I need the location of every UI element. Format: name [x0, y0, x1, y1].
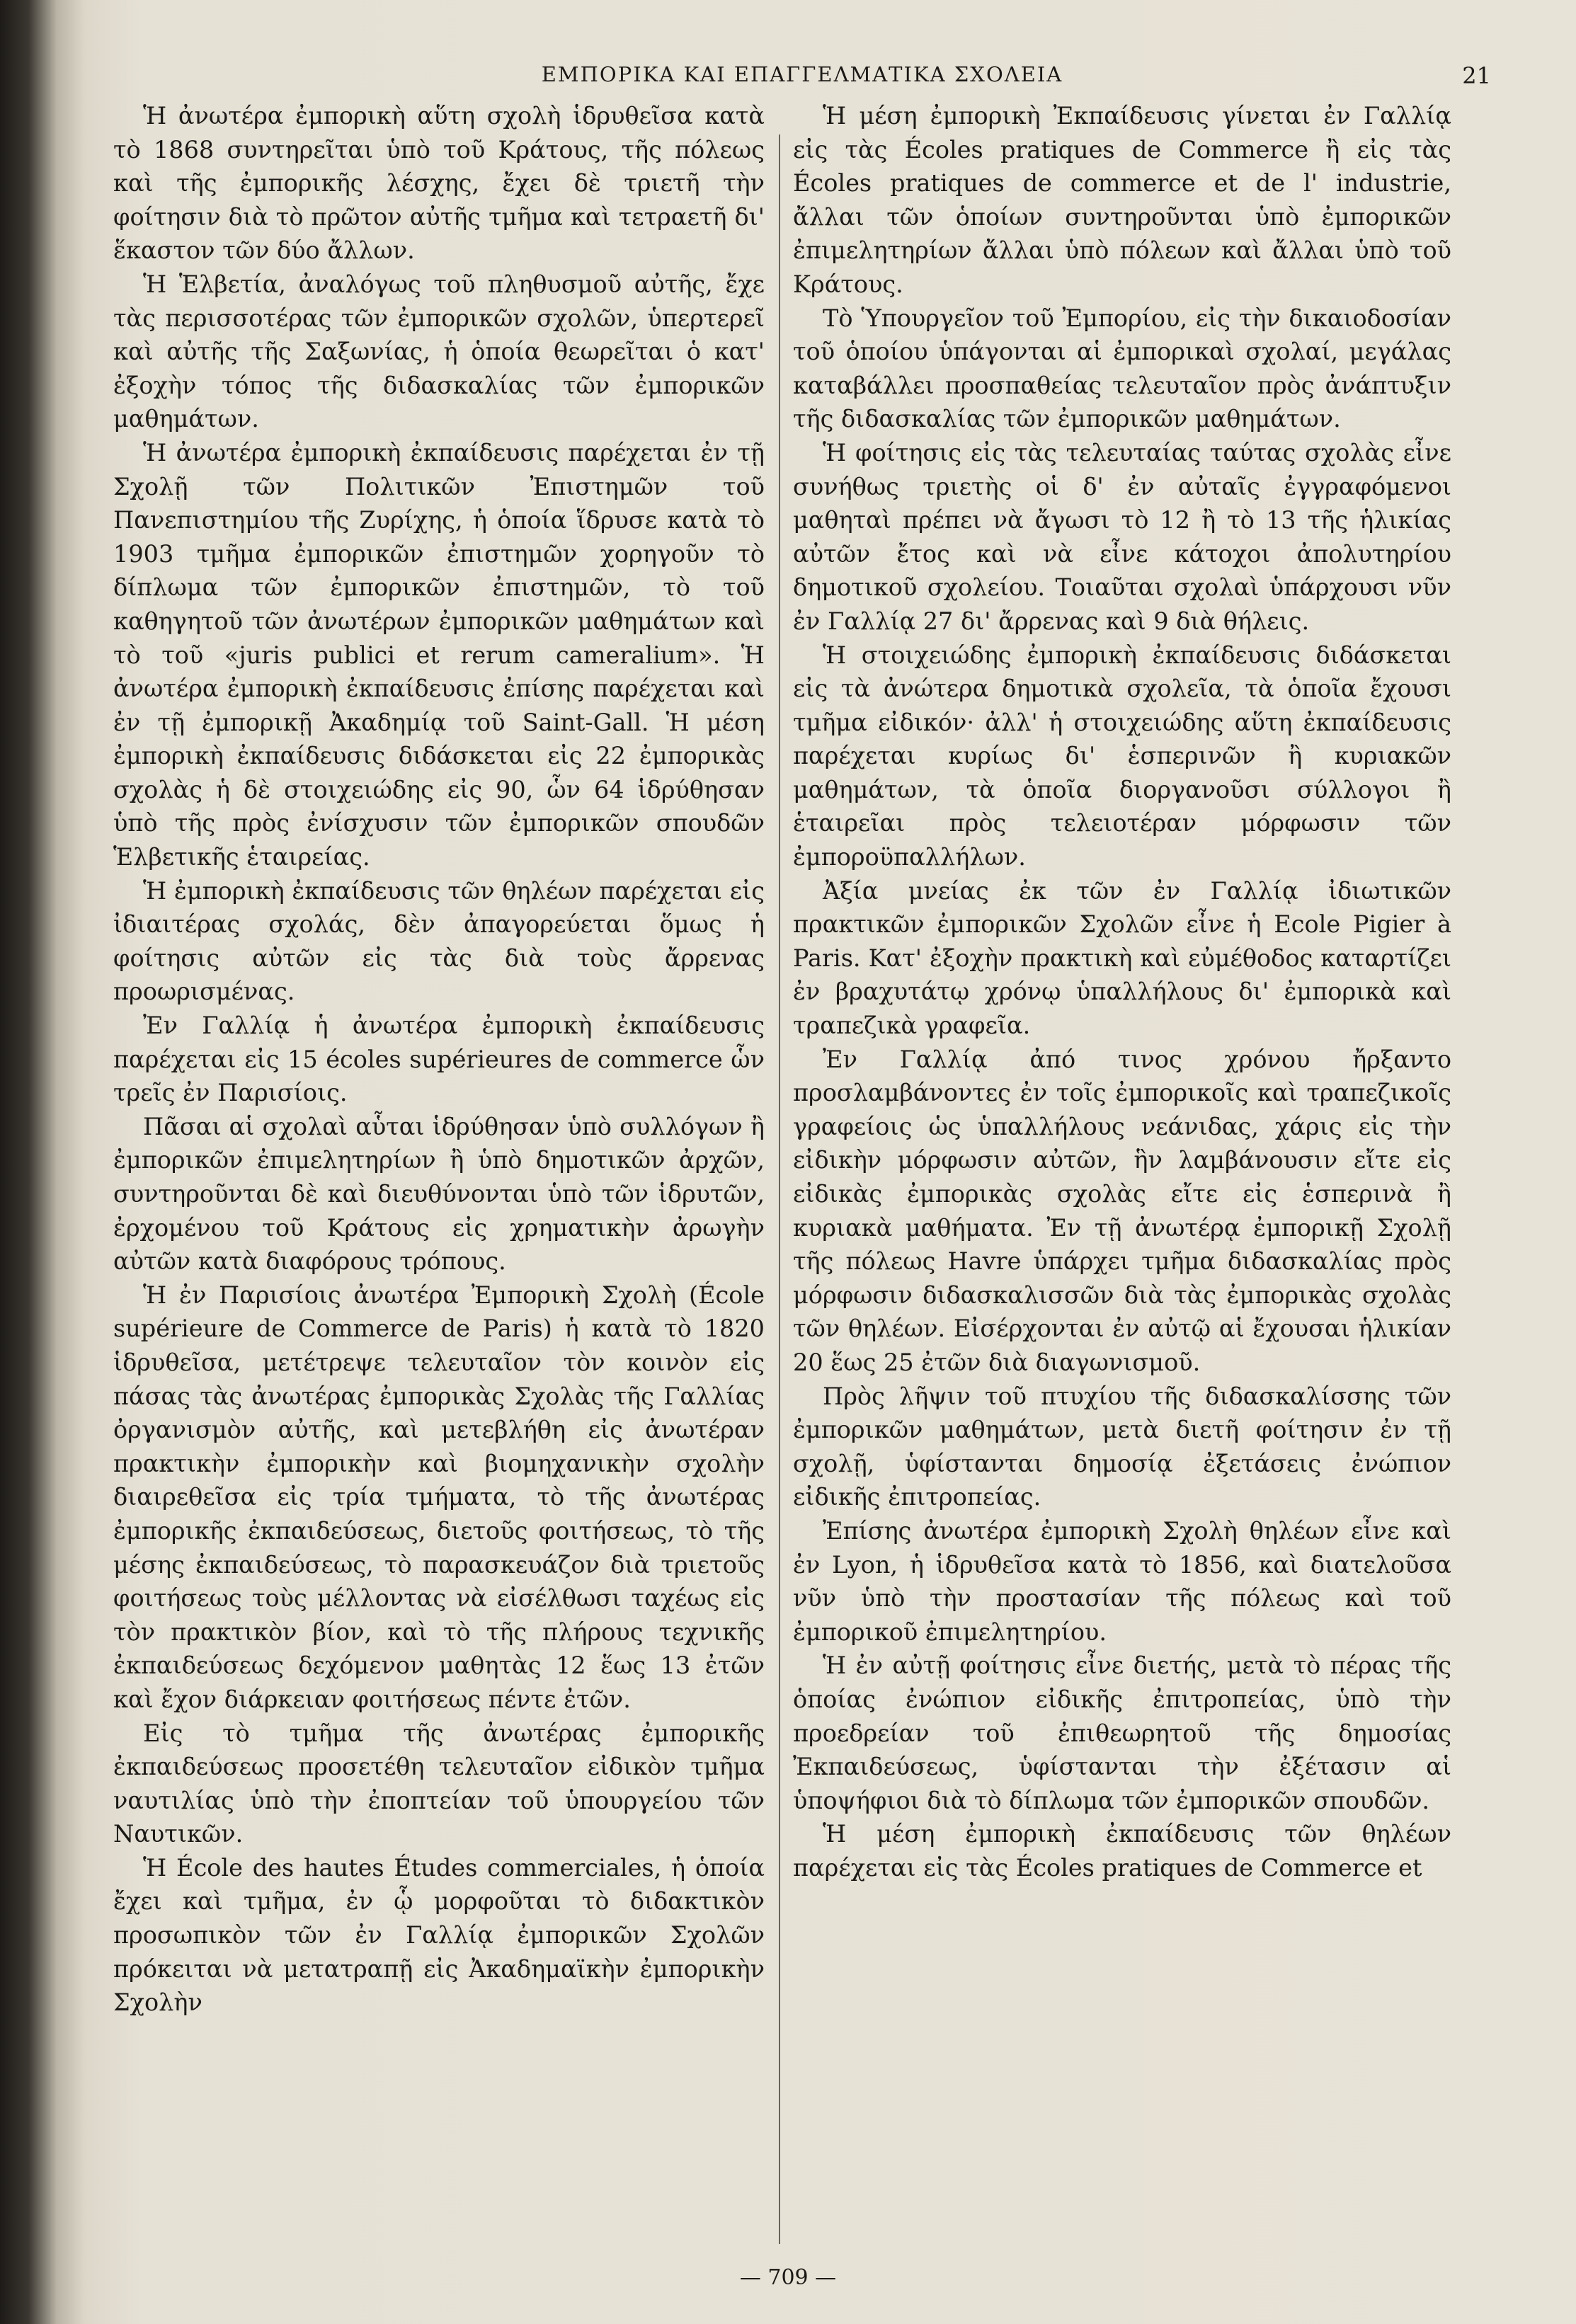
paragraph: Πρὸς λῆψιν τοῦ πτυχίου τῆς διδασκαλίσσης τῶν ἐμπορικῶν μαθημάτων, μετὰ διετῆ φοίτησιν ἐν τῇ σχολῇ, ὑφίστανται δημοσίᾳ ἐξετάσεις ἐνώπιον εἰδικῆς ἐπιτροπείας.: [793, 1382, 1451, 1511]
paragraph: Ἐν Γαλλίᾳ ἀπό τινος χρόνου ἤρξαντο προσλαμβάνοντες ἐν τοῖς ἐμπορικοῖς καὶ τραπεζικοῖς γραφείοις ὡς ὑπαλλήλους νεάνιδας, χάρις εἰς τὴν εἰδικὴν μόρφωσιν αὐτῶν, ἣν λαμβάνουσιν εἴτε εἰς εἰδικὰς ἐμπορικὰς σχολὰς εἴτε εἰς ἑσπερινὰ ἢ κυριακὰ μαθήματα. Ἐν τῇ ἀνωτέρᾳ ἐμπορικῇ Σχολῇ τῆς πόλεως Havre ὑπάρχει τμῆμα διδασκαλίας πρὸς μόρφωσιν διδασκαλισσῶν διὰ τὰς ἐμπορικὰς σχολὰς τῶν θηλέων. Εἰσέρχονται ἐν αὐτῷ αἱ ἔχουσαι ἡλικίαν 20 ἕως 25 ἐτῶν διὰ διαγωνισμοῦ.: [793, 1045, 1451, 1376]
paragraph: Ἡ ἐν Παρισίοις ἀνωτέρα Ἐμπορικὴ Σχολὴ (École supérieure de Commerce de Paris) ἡ κατὰ τὸ 1820 ἱδρυθεῖσα, μετέτρεψε τελευταῖον τὸν κοινὸν εἰς πάσας τὰς ἀνωτέρας ἐμπορικὰς Σχολὰς τῆς Γαλλίας ὀργανισμὸν αὐτῆς, καὶ μετεβλήθη εἰς ἀνωτέραν πρακτικὴν ἐμπορικὴν καὶ βιομηχανικὴν σχολὴν διαιρεθεῖσα εἰς τρία τμήματα, τὸ τῆς ἀνωτέρας ἐμπορικῆς ἐκπαιδεύσεως, διετοῦς φοιτήσεως, τὸ τῆς μέσης ἐκπαιδεύσεως, τὸ παρασκευάζον διὰ τριετοῦς φοιτήσεως τοὺς μέλλοντας νὰ εἰσέλθωσι ταχέως εἰς τὸν πρακτικὸν βίον, καὶ τὸ τῆς πλήρους τεχνικῆς ἐκπαιδεύσεως δεχόμενον μαθητὰς 12 ἕως 13 ἐτῶν καὶ ἔχον διάρκειαν φοιτήσεως πέντε ἐτῶν.: [113, 1281, 765, 1713]
page-number: 21: [1462, 62, 1491, 89]
left-column: [113, 99, 765, 2020]
right-column: [793, 99, 1451, 1884]
page-footer-marker: — 709 —: [739, 2265, 837, 2290]
paragraph: Εἰς τὸ τμῆμα τῆς ἀνωτέρας ἐμπορικῆς ἐκπαιδεύσεως προσετέθη τελευταῖον εἰδικὸν τμῆμα ναυτιλίας ὑπὸ τὴν ἐποπτείαν τοῦ ὑπουργείου τῶν Ναυτικῶν.: [113, 1719, 765, 1848]
paragraph: Ἡ μέση ἐμπορικὴ ἐκπαίδευσις τῶν θηλέων παρέχεται εἰς τὰς Écoles pratiques de Commerce et: [793, 1820, 1451, 1882]
paragraph: Ἐπίσης ἀνωτέρα ἐμπορικὴ Σχολὴ θηλέων εἶνε καὶ ἐν Lyon, ἡ ἱδρυθεῖσα κατὰ τὸ 1856, καὶ διατελοῦσα νῦν ὑπὸ τὴν προστασίαν τῆς πόλεως καὶ τοῦ ἐμπορικοῦ ἐπιμελητηρίου.: [793, 1516, 1451, 1646]
paragraph: Ἡ ἐμπορικὴ ἐκπαίδευσις τῶν θηλέων παρέχεται εἰς ἰδιαιτέρας σχολάς, δὲν ἀπαγορεύεται ὅμως ἡ φοίτησις αὐτῶν εἰς τὰς διὰ τοὺς ἄρρενας προωρισμένας.: [113, 876, 765, 1006]
paragraph: Ἐν Γαλλίᾳ ἡ ἀνωτέρα ἐμπορικὴ ἐκπαίδευσις παρέχεται εἰς 15 écoles supérieures de commerce ὧν τρεῖς ἐν Παρισίοις.: [113, 1012, 765, 1107]
paragraph: Ἡ ἐν αὐτῇ φοίτησις εἶνε διετής, μετὰ τὸ πέρας τῆς ὁποίας ἐνώπιον εἰδικῆς ἐπιτροπείας, ὑπὸ τὴν προεδρείαν τοῦ ἐπιθεωρητοῦ τῆς δημοσίας Ἐκπαιδεύσεως, ὑφίστανται τὴν ἐξέτασιν αἱ ὑποψήφιοι διὰ τὸ δίπλωμα τῶν ἐμπορικῶν σπουδῶν.: [793, 1652, 1451, 1814]
running-title: ΕΜΠΟΡΙΚΑ ΚΑΙ ΕΠΑΓΓΕΛΜΑΤΙΚΑ ΣΧΟΛΕΙΑ: [541, 62, 1063, 86]
page-header: [106, 62, 1498, 98]
paragraph: Πᾶσαι αἱ σχολαὶ αὗται ἱδρύθησαν ὑπὸ συλλόγων ἢ ἐμπορικῶν ἐπιμελητηρίων ἢ ὑπὸ δημοτικῶν ἀρχῶν, συντηροῦνται δὲ καὶ διευθύνονται ὑπὸ τῶν ἱδρυτῶν, ἐρχομένου τοῦ Κράτους εἰς χρηματικὴν ἀρωγὴν αὐτῶν κατὰ διαφόρους τρόπους.: [113, 1112, 765, 1276]
paragraph: Ἡ Ἑλβετία, ἀναλόγως τοῦ πληθυσμοῦ αὐτῆς, ἔχε τὰς περισσοτέρας τῶν ἐμπορικῶν σχολῶν, ὑπερτερεῖ καὶ αὐτῆς τῆς Σαξωνίας, ἡ ὁποία θεωρεῖται ὁ κατ' ἐξοχὴν τόπος τῆς διδασκαλίας τῶν ἐμπορικῶν μαθημάτων.: [113, 270, 765, 433]
paragraph: Ἡ ἀνωτέρα ἐμπορικὴ ἐκπαίδευσις παρέχεται ἐν τῇ Σχολῇ τῶν Πολιτικῶν Ἐπιστημῶν τοῦ Πανεπιστημίου τῆς Ζυρίχης, ἡ ὁποία ἵδρυσε κατὰ τὸ 1903 τμῆμα ἐμπορικῶν ἐπιστημῶν χορηγοῦν τὸ δίπλωμα τῶν ἐμπορικῶν ἐπιστημῶν, τὸ τοῦ καθηγητοῦ τῶν ἀνωτέρων ἐμπορικῶν μαθημάτων καὶ τὸ τοῦ «juris publici et rerum cameralium». Ἡ ἀνωτέρα ἐμπορικὴ ἐκπαίδευσις ἐπίσης παρέχεται καὶ ἐν τῇ ἐμπορικῇ Ἀκαδημίᾳ τοῦ Saint-Gall. Ἡ μέση ἐμπορικὴ ἐκπαίδευσις διδάσκεται εἰς 22 ἐμπορικὰς σχολὰς ἡ δὲ στοιχειώδης εἰς 90, ὧν 64 ἱδρύθησαν ὑπὸ τῆς πρὸς ἐνίσχυσιν τῶν ἐμπορικῶν σπουδῶν Ἑλβετικῆς ἑταιρείας.: [113, 438, 765, 871]
paragraph: Ἀξία μνείας ἐκ τῶν ἐν Γαλλίᾳ ἰδιωτικῶν πρακτικῶν ἐμπορικῶν Σχολῶν εἶνε ἡ Ecole Pigier à Paris. Κατ' ἐξοχὴν πρακτικὴ καὶ εὐμέθοδος καταρτίζει ἐν βραχυτάτῳ χρόνῳ ὑπαλλήλους δι' ἐμπορικὰ καὶ τραπεζικὰ γραφεῖα.: [793, 876, 1451, 1040]
column-divider: [779, 134, 780, 2244]
paragraph: Ἡ ἀνωτέρα ἐμπορικὴ αὕτη σχολὴ ἱδρυθεῖσα κατὰ τὸ 1868 συντηρεῖται ὑπὸ τοῦ Κράτους, τῆς πόλεως καὶ τῆς ἐμπορικῆς λέσχης, ἔχει δὲ τριετῆ τὴν φοίτησιν διὰ τὸ πρῶτον αὐτῆς τμῆμα καὶ τετραετῆ δι' ἕκαστον τῶν δύο ἄλλων.: [113, 102, 765, 265]
paragraph: Τὸ Ὑπουργεῖον τοῦ Ἐμπορίου, εἰς τὴν δικαιοδοσίαν τοῦ ὁποίου ὑπάγονται αἱ ἐμπορικαὶ σχολαί, μεγάλας καταβάλλει προσπαθείας τελευταῖον πρὸς ἀνάπτυξιν τῆς διδασκαλίας τῶν ἐμπορικῶν μαθημάτων.: [793, 304, 1451, 433]
paragraph: Ἡ μέση ἐμπορικὴ Ἐκπαίδευσις γίνεται ἐν Γαλλίᾳ εἰς τὰς Écoles pratiques de Commerce ἢ εἰς τὰς Écoles pratiques de commerce et de l' industrie, ἄλλαι τῶν ὁποίων συντηροῦνται ὑπὸ ἐμπορικῶν ἐπιμελητηρίων ἄλλαι ὑπὸ πόλεων καὶ ἄλλαι ὑπὸ τοῦ Κράτους.: [793, 102, 1451, 298]
paragraph: Ἡ École des hautes Études commerciales, ἡ ὁποία ἔχει καὶ τμῆμα, ἐν ᾧ μορφοῦται τὸ διδακτικὸν προσωπικὸν τῶν ἐν Γαλλίᾳ ἐμπορικῶν Σχολῶν πρόκειται νὰ μετατραπῇ εἰς Ἀκαδημαϊκὴν ἐμπορικὴν Σχολὴν: [113, 1853, 765, 2017]
paragraph: Ἡ στοιχειώδης ἐμπορικὴ ἐκπαίδευσις διδάσκεται εἰς τὰ ἀνώτερα δημοτικὰ σχολεῖα, τὰ ὁποῖα ἔχουσι τμῆμα εἰδικόν· ἀλλ' ἡ στοιχειώδης αὕτη ἐκπαίδευσις παρέχεται κυρίως δι' ἑσπερινῶν ἢ κυριακῶν μαθημάτων, τὰ ὁποῖα διοργανοῦσι σύλλογοι ἢ ἑταιρεῖαι πρὸς τελειοτέραν μόρφωσιν τῶν ἐμποροϋπαλλήλων.: [793, 641, 1451, 871]
paragraph: Ἡ φοίτησις εἰς τὰς τελευταίας ταύτας σχολὰς εἶνε συνήθως τριετὴς οἱ δ' ἐν αὐταῖς ἐγγραφόμενοι μαθηταὶ πρέπει νὰ ἄγωσι τὸ 12 ἢ τὸ 13 τῆς ἡλικίας αὐτῶν ἔτος καὶ νὰ εἶνε κάτοχοι ἀπολυτηρίου δημοτικοῦ σχολείου. Τοιαῦται σχολαὶ ὑπάρχουσι νῦν ἐν Γαλλίᾳ 27 δι' ἄρρενας καὶ 9 διὰ θήλεις.: [793, 438, 1451, 635]
